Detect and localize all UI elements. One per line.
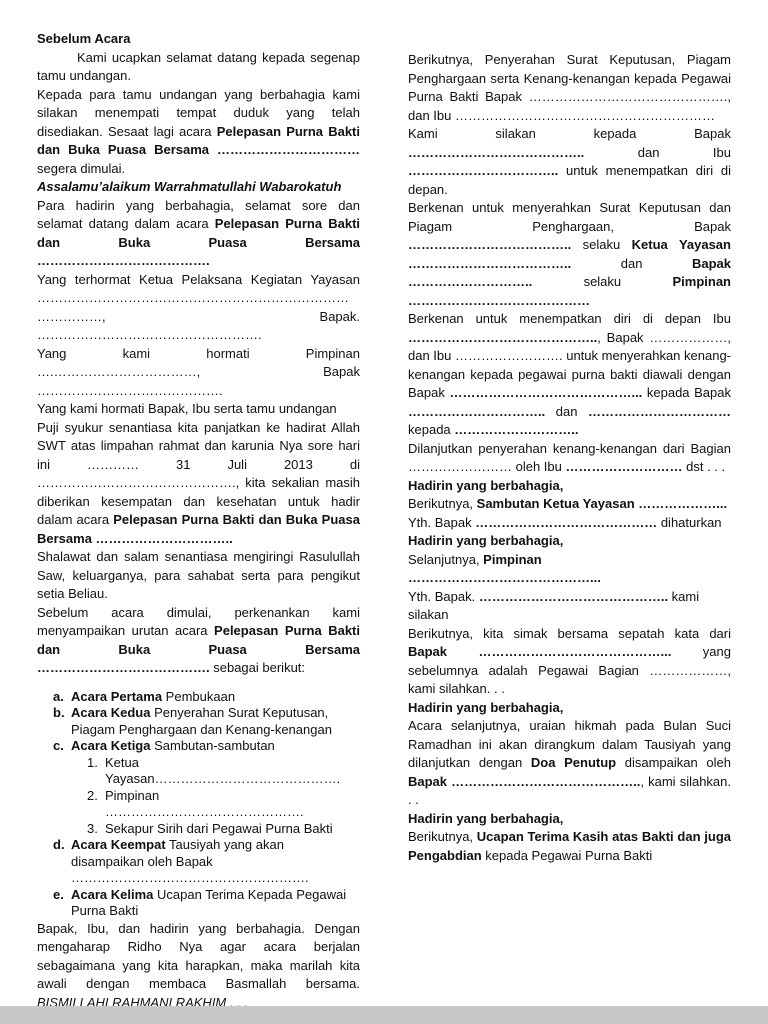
text-run: Hadirin yang berbahagia,	[408, 810, 564, 826]
paragraph	[408, 551, 731, 588]
two-column-layout	[37, 30, 731, 1006]
list-item-text	[71, 887, 360, 920]
text-run: Yth. Bapak	[408, 514, 476, 530]
paragraph	[408, 514, 731, 533]
text-run: ……………………………	[588, 403, 731, 419]
text-run: Yang kami hormati Pimpinan ….……………………………, Bapak …………………………………….	[37, 345, 360, 398]
paragraph	[408, 717, 731, 810]
text-run: dan Ibu	[584, 144, 731, 160]
paragraph	[37, 419, 360, 549]
text-run: , Bapak ………………, dan Ibu ……………………. untuk menyerahkan kenang-kenangan kepada pegawai purna bakti diawali dengan Bapak	[408, 329, 731, 400]
text-run: ………………………………..	[408, 237, 572, 252]
list-marker: e.	[53, 886, 64, 902]
agenda-list-item	[37, 887, 360, 920]
list-marker: d.	[53, 837, 65, 852]
text-run: Hadirin yang berbahagia,	[408, 699, 564, 715]
text-run: Bapak ……………………………………..	[408, 773, 641, 789]
text-run: Acara Keempat	[71, 837, 166, 852]
text-run: , kami silahkan. . .	[408, 773, 731, 807]
text-run: Assalamu’alaikum Warrahmatullahi Wabarokatuh	[37, 179, 342, 194]
text-run: Para hadirin yang berbahagia, selamat sore dan selamat datang dalam acara	[37, 197, 360, 231]
text-run: Berkenan untuk menempatkan diri di depan Ibu	[408, 311, 731, 326]
text-run: Pelepasan Purna Bakti dan Buka Puasa Bersama ………………………………….	[37, 216, 361, 268]
text-run: dan	[571, 255, 692, 271]
text-run: ……………………………..	[408, 163, 559, 178]
text-run: kepada	[408, 422, 455, 437]
paragraph	[408, 588, 731, 625]
right-column	[408, 30, 731, 1006]
text-run: disampaikan oleh	[616, 755, 731, 770]
text-run: untuk menempatkan diri di depan.	[408, 163, 731, 197]
text-run: Berikutnya,	[408, 496, 477, 511]
text-run: Berikutnya,	[408, 829, 477, 844]
paragraph	[408, 625, 731, 699]
text-run: ……………………………………...	[449, 385, 643, 400]
text-run: Pimpinan ……………………………………	[408, 274, 731, 308]
left-column	[37, 30, 360, 1006]
text-run: Ucapan Terima Kasih atas Bakti dan juga Pengabdian	[408, 829, 731, 863]
text-run: Acara Kelima	[71, 886, 154, 902]
text-run: Bapak ……………………………………...	[408, 644, 672, 659]
text-run: Kami silakan kepada Bapak	[408, 126, 731, 141]
agenda-list-item	[37, 755, 360, 788]
text-run: Pimpinan ……………………………………….	[105, 787, 304, 819]
agenda-list-item	[37, 689, 360, 706]
text-run: Bapak ………………………..	[408, 255, 731, 289]
list-marker: c.	[53, 738, 64, 753]
text-run: dst . . .	[682, 459, 726, 474]
text-run: Pelepasan Purna Bakti dan Buka Puasa Bersama …………………………..	[37, 512, 360, 546]
text-run: selaku	[571, 237, 632, 252]
text-run: Pembukaan	[162, 688, 236, 704]
list-marker: 1.	[87, 754, 98, 770]
text-run: Hadirin yang berbahagia,	[408, 477, 564, 493]
text-run: …………………………………..	[408, 144, 585, 160]
list-marker: a.	[53, 688, 64, 704]
text-run: Ketua Yayasan ………………………………..	[408, 237, 731, 271]
text-run: ……………………………………..	[408, 329, 598, 345]
section-heading	[37, 178, 360, 197]
text-run: …………………………..	[408, 403, 546, 419]
list-item-text	[71, 837, 360, 887]
paragraph	[408, 310, 731, 440]
text-run: yang sebelumnya adalah Pegawai Bagian ………………, kami silahkan. . .	[408, 644, 731, 696]
text-run: Doa Penutup	[530, 755, 617, 770]
text-run: Berikutnya, Penyerahan Surat Keputusan, Piagam Penghargaan serta Kenang-kenangan kepada Pegawai Purna Bakti Bapak ………………………………………., dan Ibu ……………………………………………………	[408, 52, 731, 123]
paragraph	[37, 548, 360, 604]
text-run: ……………………………………..	[478, 588, 669, 604]
text-run: Acara Ketiga	[71, 738, 151, 753]
section-heading	[408, 810, 731, 829]
text-run: dan	[545, 403, 588, 419]
text-run: Dilanjutkan penyerahan kenang-kenangan dari Bagian …………………… oleh Ibu	[408, 440, 731, 474]
paragraph	[37, 400, 360, 419]
text-run: Penyerahan Surat Keputusan, Piagam Penghargaan dan Kenang-kenangan	[71, 705, 332, 737]
text-run: dihaturkan	[657, 514, 722, 530]
text-run: Kepada para tamu undangan yang berbahagia kami silakan menempati tempat duduk yang telah disediakan. Sesaat lagi acara	[37, 86, 360, 139]
text-run: Shalawat dan salam senantiasa mengiringi Rasulullah Saw, keluarganya, para sahabat serta para pengikut setia Beliau.	[37, 549, 360, 601]
section-heading	[408, 532, 731, 551]
text-run: Sebelum Acara	[37, 31, 131, 46]
paragraph	[37, 604, 360, 678]
paragraph	[37, 271, 360, 345]
text-run: Acara Pertama	[71, 688, 163, 704]
text-run: Sekapur Sirih dari Pegawai Purna Bakti	[105, 820, 333, 836]
paragraph	[37, 49, 360, 86]
agenda-list-item	[37, 738, 360, 755]
text-run: Acara Kedua	[71, 705, 151, 720]
list-item-text	[105, 788, 360, 821]
text-run: Yang terhormat Ketua Pelaksana Kegiatan Yayasan ……………………………………………………………………………, Bapak. …………………………………………….	[37, 271, 360, 342]
text-run: Yang kami hormati Bapak, Ibu serta tamu undangan	[37, 401, 337, 416]
agenda-list-item	[37, 788, 360, 821]
list-item-text	[71, 689, 360, 706]
list-item-text	[71, 738, 360, 755]
list-item-text	[105, 821, 360, 838]
paragraph	[408, 495, 731, 514]
text-run: Pelepasan Purna Bakti dan Buka Puasa Bersama ……………………………	[37, 123, 360, 157]
text-run: Acara selanjutnya, uraian hikmah pada Bulan Suci Ramadhan ini akan dirangkum dalam Tausiyah yang dilanjutkan dengan	[408, 718, 731, 770]
text-run: sebagai berikut:	[209, 660, 306, 675]
text-run: kepada Bapak	[642, 385, 731, 400]
text-run: kami silakan	[408, 588, 700, 622]
text-run: Bapak, Ibu, dan hadirin yang berbahagia. Dengan mengaharap Ridho Nya agar acara berjalan sebagaimana yang kita harapkan, maka marilah kita awali dengan membaca Basmallah bersama.	[37, 920, 360, 991]
paragraph	[408, 199, 731, 310]
text-run: Selanjutnya,	[408, 551, 484, 567]
paragraph	[37, 920, 360, 1007]
text-run: segera dimulai.	[37, 160, 126, 176]
text-run: Sambutan-sambutan	[150, 738, 275, 753]
text-run: Hadirin yang berbahagia,	[408, 533, 564, 548]
list-item-text	[105, 755, 360, 788]
text-run: selaku	[532, 274, 673, 289]
section-heading	[408, 477, 731, 496]
section-heading	[408, 699, 731, 718]
agenda-list-item	[37, 705, 360, 738]
text-run: kepada Pegawai Purna Bakti	[481, 847, 653, 863]
text-run: Berikutnya, kita simak bersama sepatah kata dari	[408, 625, 731, 641]
agenda-list-item	[37, 837, 360, 887]
paragraph	[408, 51, 731, 125]
list-item-text	[71, 705, 360, 738]
agenda-list-item	[37, 821, 360, 838]
text-run: Yth. Bapak.	[408, 588, 479, 604]
text-run: ………………………..	[454, 422, 579, 437]
list-marker: 3.	[87, 820, 98, 836]
text-run: ……………………………………	[475, 514, 658, 530]
text-run: Pelepasan Purna Bakti dan Buka Puasa Bersama ………………………………….	[37, 623, 360, 675]
paragraph	[37, 86, 360, 179]
section-heading	[37, 30, 360, 49]
text-run: Sebelum acara dimulai, perkenankan kami menyampaikan urutan acara	[37, 604, 360, 638]
paragraph	[408, 125, 731, 199]
text-run: Kami ucapkan selamat datang kepada segenap tamu undangan.	[37, 49, 360, 83]
text-run: Puji syukur senantiasa kita panjatkan ke hadirat Allah SWT atas limpahan rahmat dan karunia Nya sore hari ini ………… 31 Juli 2013 di ………………………………………., kita sekalian masih diberikan kesempatan dan kesehatan untuk hadir dalam acara	[37, 419, 360, 527]
paragraph	[408, 440, 731, 477]
text-run: Ketua Yayasan…………………………………….	[105, 754, 341, 786]
text-run: Berkenan untuk menyerahkan Surat Keputusan dan Piagam Penghargaan, Bapak	[408, 200, 731, 234]
list-marker: 2.	[87, 787, 98, 803]
text-run: Pimpinan ……………………………………...	[408, 551, 601, 585]
text-run: Ucapan Terima Kepada Pegawai Purna Bakti	[71, 886, 347, 918]
text-run: Sambutan Ketua Yayasan ………………...	[476, 496, 728, 511]
text-run: Tausiyah yang akan disampaikan oleh Bapak ……………………………………………….	[71, 837, 309, 885]
text-run: BISMILLAHI RAHMANI RAKHIM . . .	[37, 994, 248, 1006]
paragraph	[408, 828, 731, 865]
paragraph	[37, 197, 360, 271]
text-run: ………………………	[565, 459, 683, 474]
list-marker: b.	[53, 705, 65, 720]
paragraph	[37, 345, 360, 401]
